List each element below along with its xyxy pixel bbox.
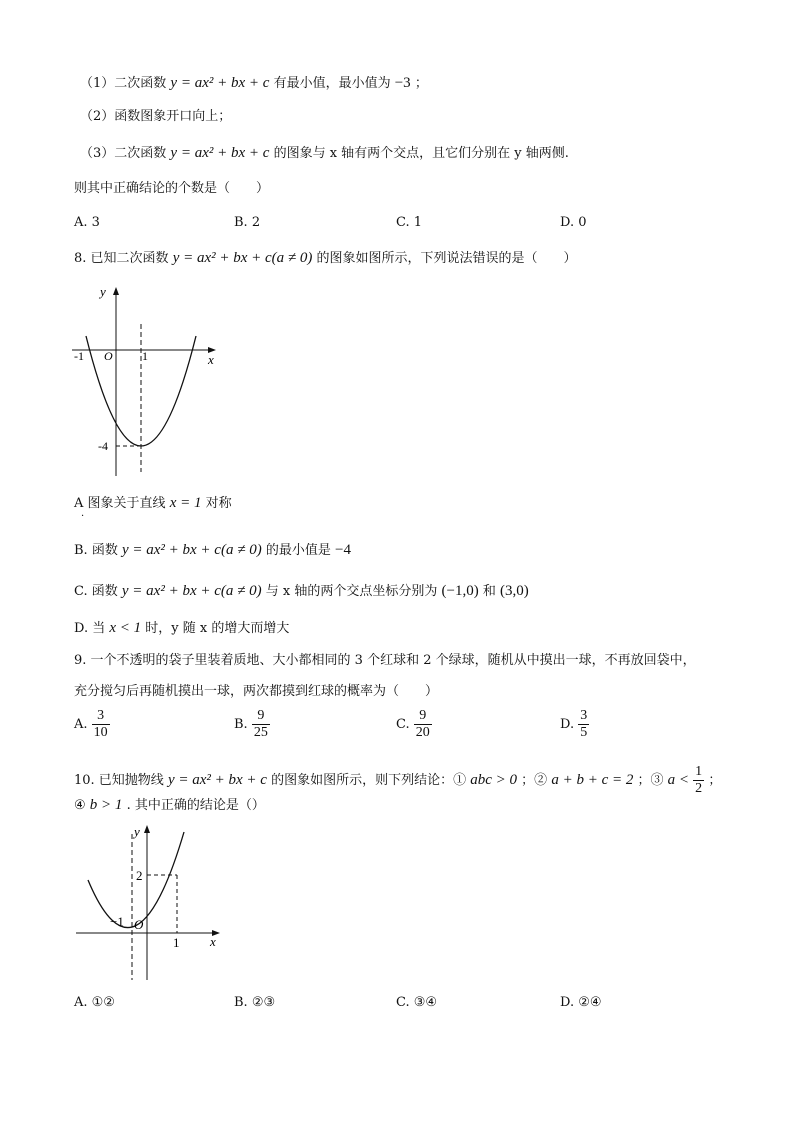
numerator: 9 <box>414 708 432 725</box>
separator: ；② <box>521 773 548 788</box>
stem-tail: 的图象如图所示，则下列结论：① <box>271 773 467 788</box>
value: −4 <box>334 542 351 558</box>
option-label: B. 函数 <box>74 543 118 558</box>
equation: y = ax² + bx + c <box>170 75 270 91</box>
x-label: x <box>208 352 214 367</box>
equation: y = ax² + bx + c(a ≠ 0) <box>121 542 262 558</box>
option-label: C. <box>396 717 410 732</box>
fraction <box>414 708 432 741</box>
q10-option-c[interactable]: C. ③④ <box>396 995 438 1010</box>
q10-option-a[interactable]: A. ①② <box>74 995 115 1010</box>
stem-lead: 10. 已知抛物线 <box>74 773 164 788</box>
statement-1 <box>80 74 428 93</box>
y-label: y <box>100 284 106 299</box>
numerator: 3 <box>92 708 110 725</box>
question-9-line-1: 9. 一个不透明的袋子里装着质地、大小都相同的 3 个红球和 2 个绿球，随机从中摸出一球，不再放回袋中， <box>74 653 696 668</box>
punctuation: ； <box>414 76 428 91</box>
denominator: 25 <box>253 725 268 740</box>
q10-option-b[interactable]: B. ②③ <box>234 995 276 1010</box>
conclusion-2: a + b + c = 2 <box>551 772 634 788</box>
tick-neg1: -1 <box>74 349 84 363</box>
option-label: B. <box>234 717 248 732</box>
statement-label: （1）二次函数 <box>80 76 167 91</box>
statement-text: （2）函数图象开口向上； <box>80 109 232 124</box>
option-text: 图象关于直线 <box>87 496 166 511</box>
option-label: A. <box>74 717 88 732</box>
statement-label: （3）二次函数 <box>80 146 167 161</box>
fraction <box>693 764 704 797</box>
tick-neg1: −1 <box>110 914 124 929</box>
conclusion-3: a < <box>667 772 690 788</box>
q8-parabola-graph <box>70 282 230 482</box>
equation: y = ax² + bx + c <box>167 772 267 788</box>
q7-option-a[interactable]: A. 3 <box>74 215 100 230</box>
q8-option-b[interactable] <box>74 541 351 560</box>
option-tail: 的最小值是 <box>265 543 331 558</box>
denominator: 10 <box>93 725 108 740</box>
question-8-stem <box>74 249 577 268</box>
q8-option-a[interactable] <box>74 494 232 513</box>
circled-number: ④ <box>74 798 86 813</box>
y-label: y <box>134 824 140 839</box>
q9-option-a[interactable] <box>74 708 110 741</box>
q7-option-d[interactable]: D. 0 <box>560 215 587 230</box>
origin-label: O <box>134 917 144 932</box>
equation: y = ax² + bx + c(a ≠ 0) <box>121 583 262 599</box>
tick-1: 1 <box>142 349 148 363</box>
stem-lead: 8. 已知二次函数 <box>74 251 169 266</box>
q9-option-d[interactable] <box>560 708 589 741</box>
tick-neg4: -4 <box>98 439 108 453</box>
q9-option-c[interactable] <box>396 708 432 741</box>
option-tail: 对称 <box>205 496 232 511</box>
option-label: D. <box>560 717 575 732</box>
origin-label: O <box>104 349 113 363</box>
value: −3 <box>394 75 411 91</box>
conclusion-1: abc > 0 <box>470 772 518 788</box>
stem-tail: 的图象如图所示，下列说法错误的是（ ） <box>316 251 577 266</box>
statement-3 <box>80 144 569 163</box>
option-label: C. 函数 <box>74 584 118 599</box>
tick-2: 2 <box>136 868 143 883</box>
question-10-line-1 <box>74 764 721 797</box>
separator: ； <box>708 773 722 788</box>
q7-option-b[interactable]: B. 2 <box>234 215 261 230</box>
equation: y = ax² + bx + c(a ≠ 0) <box>172 250 313 266</box>
y-axis-arrow <box>113 287 119 295</box>
q8-option-c[interactable] <box>74 582 529 601</box>
point-1: (−1,0) <box>441 583 479 599</box>
numerator: 1 <box>695 764 703 779</box>
x-label: x <box>210 934 216 949</box>
conjunction: 和 <box>482 584 496 599</box>
numerator: 9 <box>252 708 270 725</box>
point-2: (3,0) <box>500 583 529 599</box>
statement-2 <box>80 108 231 126</box>
denominator: 20 <box>415 725 430 740</box>
fraction <box>92 708 110 741</box>
q8-option-d[interactable] <box>74 619 289 638</box>
stem-tail: . 其中正确的结论是（） <box>126 798 265 813</box>
y-axis-arrow <box>144 825 150 833</box>
separator: ；③ <box>637 773 664 788</box>
equation: y = ax² + bx + c <box>170 145 270 161</box>
option-label: A <box>74 496 84 511</box>
equation: x = 1 <box>169 495 202 511</box>
question-7-prompt: 则其中正确结论的个数是（ ） <box>74 181 270 196</box>
option-label: D. 当 <box>74 621 106 636</box>
q10-parabola-graph <box>70 820 230 988</box>
denominator: 2 <box>695 781 703 796</box>
q9-option-b[interactable] <box>234 708 270 741</box>
tick-1: 1 <box>173 935 180 950</box>
question-9-line-2: 充分搅匀后再随机摸出一球，两次都摸到红球的概率为（ ） <box>74 684 439 699</box>
conclusion-4: b > 1 <box>89 797 123 813</box>
fraction <box>252 708 270 741</box>
stray-dot: · <box>81 511 85 522</box>
denominator: 5 <box>580 725 588 740</box>
fraction <box>578 708 589 741</box>
q10-option-d[interactable]: D. ②④ <box>560 995 602 1010</box>
numerator: 3 <box>580 708 588 723</box>
statement-text: 有最小值，最小值为 <box>273 76 391 91</box>
equation: x < 1 <box>109 620 142 636</box>
q7-option-c[interactable]: C. 1 <box>396 215 423 230</box>
statement-text: 的图象与 x 轴有两个交点，且它们分别在 y 轴两侧. <box>273 146 569 161</box>
option-tail: 与 x 轴的两个交点坐标分别为 <box>265 584 438 599</box>
option-tail: 时，y 随 x 的增大而增大 <box>145 621 290 636</box>
question-10-line-2 <box>74 796 265 815</box>
